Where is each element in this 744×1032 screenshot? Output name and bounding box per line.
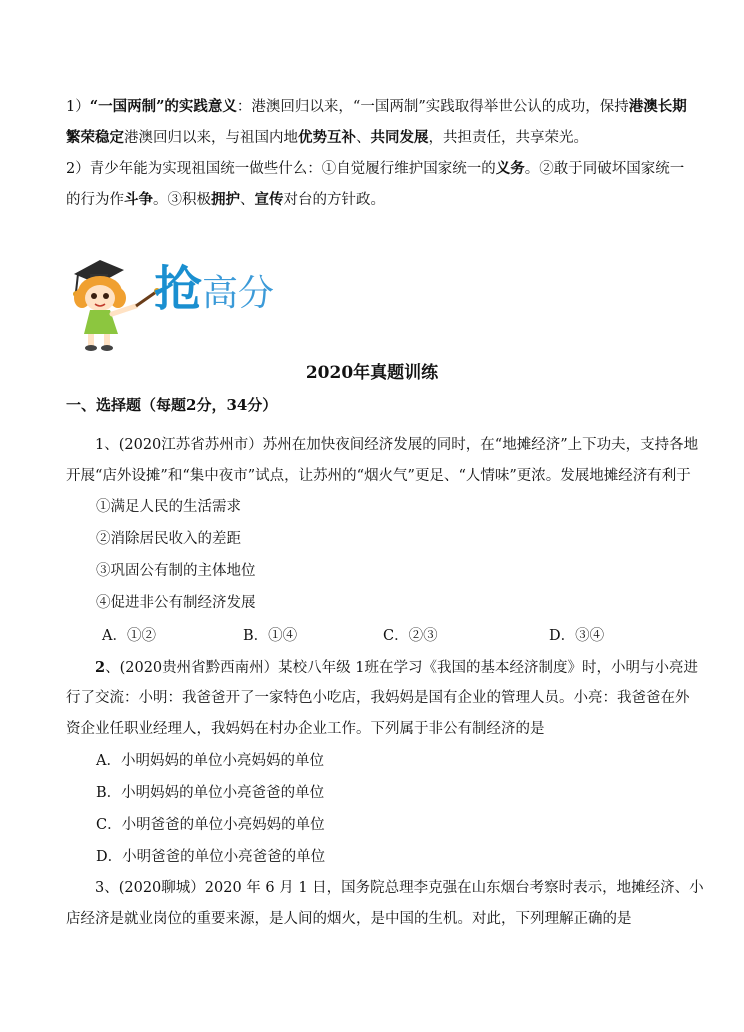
logo-char-2: 高分 [202,273,275,314]
section-heading: 一、选择题（每题2分，34分） [66,396,278,414]
bold-term: 宣传 [254,191,284,208]
intro-p1-line-2: 繁荣稳定港澳回归以来，与祖国内地优势互补、共同发展，共担责任，共享荣光。 [66,129,588,146]
choice-a: A．①② [102,628,156,644]
question-2-option-c: C．小明爸爸的单位小亮妈妈的单位 [96,817,325,833]
question-2-number: 2 [95,659,106,676]
question-1-item-4: ④促进非公有制经济发展 [96,595,256,611]
question-1-line-1: 1、(2020江苏省苏州市）苏州在加快夜间经济发展的同时，在“地摊经济”上下功夫，支持各地 [95,437,699,453]
question-3-stem [66,873,704,935]
bold-term: 斗争 [124,191,153,208]
question-2-line-3: 资企业任职业经理人，我妈妈在村办企业工作。下列属于非公有制经济的是 [66,721,545,737]
bold-term: 繁荣稳定 [66,129,124,146]
page-title: 2020年真题训练 [305,363,439,383]
intro-p2-line-1: 2）青少年能为实现祖国统一做些什么：①自觉履行维护国家统一的义务。②敢于同破坏国家统一 [66,160,685,177]
question-2-stem [66,652,698,745]
question-1-choices [96,621,656,652]
bold-term: 优势互补 [298,129,356,146]
question-1-line-2: 开展“店外设摊”和“集中夜市”试点，让苏州的“烟火气”更足、“人情味”更浓。发展地摊经济有利于 [66,468,691,484]
question-3-line-2: 店经济是就业岗位的重要来源，是人间的烟火，是中国的生机。对此，下列理解正确的是 [66,911,632,927]
logo-title [154,262,274,321]
bold-term: 港澳长期 [628,98,687,115]
question-2-option-b: B．小明妈妈的单位小亮爸爸的单位 [96,785,325,801]
question-1-stem [66,430,699,492]
question-2-option-d: D．小明爸爸的单位小亮爸爸的单位 [96,849,326,865]
question-3-line-1: 3、(2020聊城）2020 年 6 月 1 日，国务院总理李克强在山东烟台考察时表示，地摊经济、小 [95,880,704,896]
choice-d: D．③④ [549,628,605,644]
bold-term: 义务 [495,160,525,177]
choice-b: B．①④ [243,628,298,644]
bold-term: 共同发展 [370,129,429,146]
question-2-option-a: A．小明妈妈的单位小亮妈妈的单位 [96,753,324,769]
intro-p1-line-1: 1）“一国两制”的实践意义：港澳回归以来，“一国两制”实践取得举世公认的成功，保持港澳长期 [66,98,687,115]
intro-paragraph-2 [66,153,685,215]
choice-c: C．②③ [383,628,438,644]
question-1-item-2: ②消除居民收入的差距 [96,531,241,547]
intro-p2-line-2: 的行为作斗争。③积极拥护、宣传对台的方针政。 [66,191,385,208]
question-1-item-3: ③巩固公有制的主体地位 [96,563,256,579]
logo-char-1: 抢 [154,261,203,317]
bold-term: 拥护 [211,191,240,208]
question-2-line-2: 行了交流：小明：我爸爸开了一家特色小吃店，我妈妈是国有企业的管理人员。小亮：我爸爸在外 [66,690,690,706]
intro-paragraph-1 [66,91,687,153]
bold-term: “一国两制”的实践意义 [89,98,237,115]
question-2-line-1: 2、(2020贵州省黔西南州）某校八年级 1班在学习《我国的基本经济制度》时，小明与小亮进 [95,659,698,676]
question-1-item-1: ①满足人民的生活需求 [96,499,241,515]
